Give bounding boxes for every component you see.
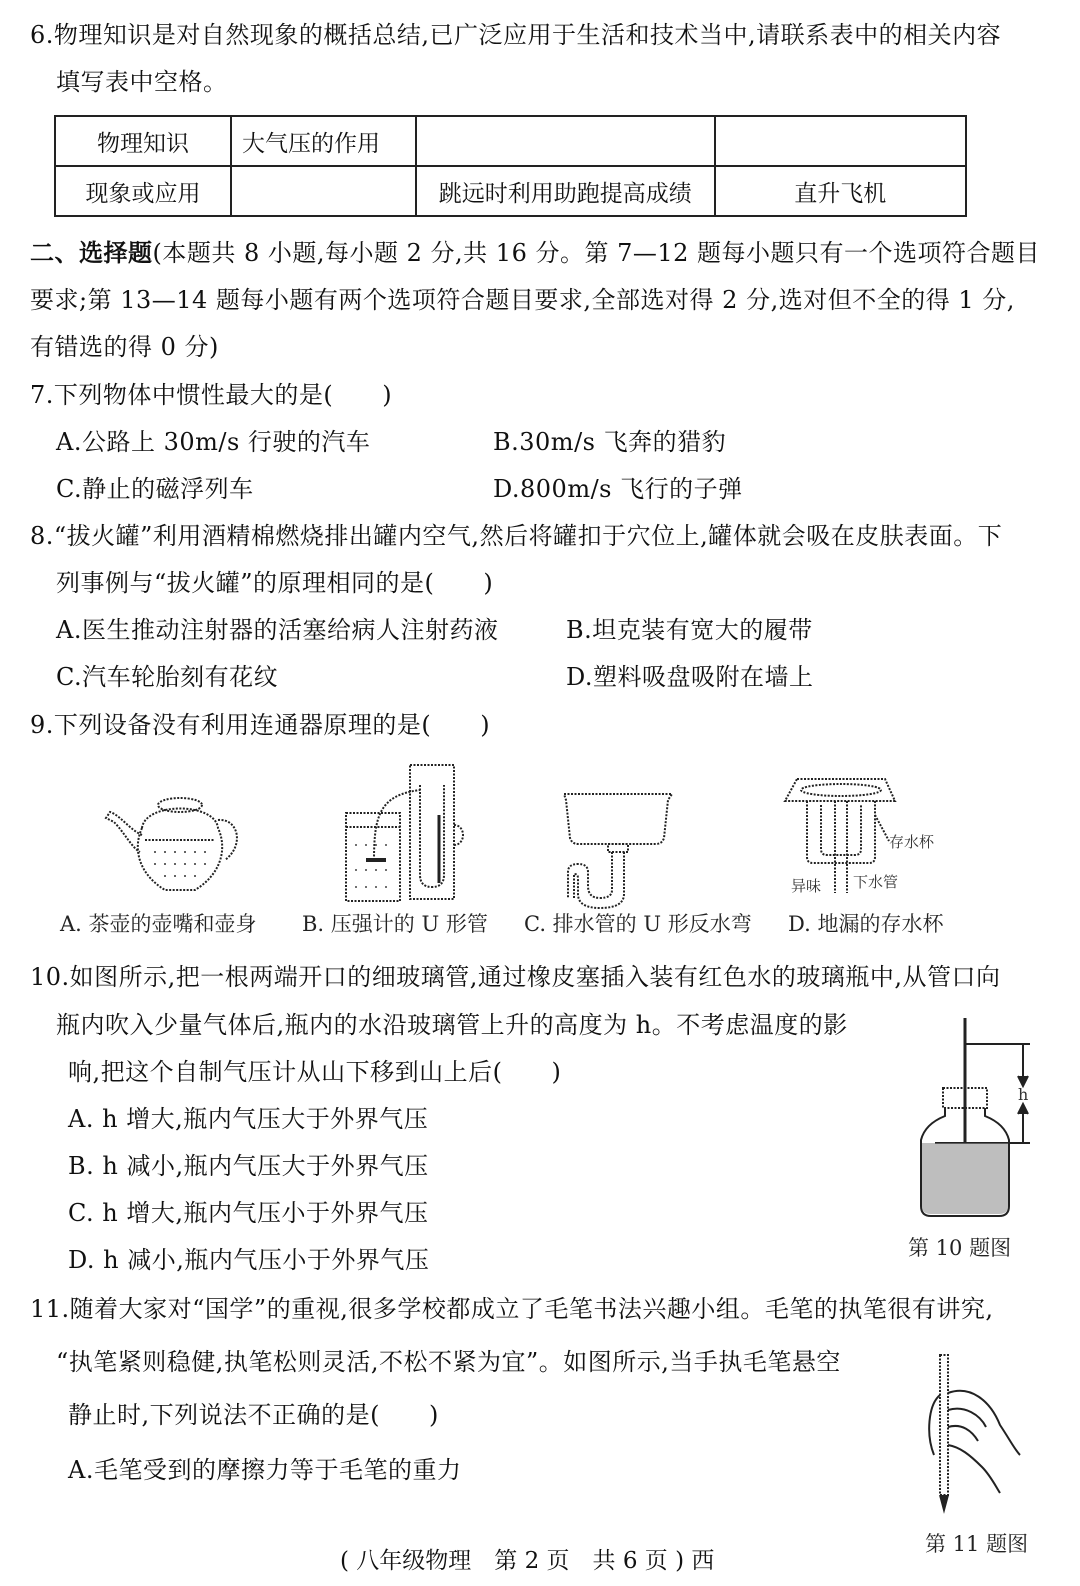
q10-stem-line1: 10.如图所示,把一根两端开口的细玻璃管,通过橡皮塞插入装有红色水的玻璃瓶中,从管口向 (30, 963, 1001, 991)
q11-option-a[interactable]: A.毛笔受到的摩擦力等于毛笔的重力 (68, 1456, 462, 1484)
floor-drain-label-cup: 存水杯 (889, 833, 935, 851)
q10-option-d[interactable]: D. h 减小,瓶内气压小于外界气压 (68, 1246, 430, 1274)
q9-figure-a-caption[interactable]: A. 茶壶的壶嘴和壶身 (60, 912, 257, 936)
q10-option-b[interactable]: B. h 减小,瓶内气压大于外界气压 (68, 1152, 429, 1180)
q8-option-d[interactable]: D.塑料吸盘吸附在墙上 (566, 663, 814, 691)
q7-stem: 7.下列物体中惯性最大的是( ) (30, 381, 393, 409)
section2-heading-line1 (30, 238, 1040, 268)
table-cell: 直升飞机 (715, 166, 967, 216)
height-label-h: h (1018, 1085, 1029, 1104)
table-cell-blank[interactable] (416, 116, 715, 166)
table-cell-blank[interactable] (231, 166, 416, 216)
q6-table (54, 115, 967, 217)
floor-drain-label-pipe: 下水管 (853, 873, 899, 891)
brush-hand-figure (920, 1355, 1030, 1515)
table-cell: 现象或应用 (55, 166, 231, 216)
page-footer: ( 八年级物理 第 2 页 共 6 页 ) 西 (340, 1548, 715, 1574)
q11-stem-line3: 静止时,下列说法不正确的是( ) (68, 1401, 439, 1429)
q6-stem-line2: 填写表中空格。 (56, 68, 228, 96)
table-cell: 物理知识 (55, 116, 231, 166)
q11-figure-caption: 第 11 题图 (925, 1532, 1029, 1556)
q6-stem-line1: 6.物理知识是对自然现象的概括总结,已广泛应用于生活和技术当中,请联系表中的相关内容 (30, 21, 1002, 49)
q11-stem-line1: 11.随着大家对“国学”的重视,很多学校都成立了毛笔书法兴趣小组。毛笔的执笔很有讲究, (30, 1295, 994, 1323)
q10-stem-line2: 瓶内吹入少量气体后,瓶内的水沿玻璃管上升的高度为 h。不考虑温度的影 (56, 1011, 848, 1039)
q7-option-c[interactable]: C.静止的磁浮列车 (56, 475, 254, 503)
q11-stem-line2: “执笔紧则稳健,执笔松则灵活,不松不紧为宜”。如图所示,当手执毛笔悬空 (56, 1348, 841, 1376)
q10-option-a[interactable]: A. h 增大,瓶内气压大于外界气压 (68, 1105, 429, 1133)
floor-drain-label-odor: 异味 (791, 877, 822, 895)
table-cell-blank[interactable] (715, 116, 967, 166)
q8-stem-line2: 列事例与“拔火罐”的原理相同的是( ) (56, 569, 494, 597)
q7-option-a[interactable]: A.公路上 30m/s 行驶的汽车 (56, 428, 371, 456)
q8-option-c[interactable]: C.汽车轮胎刻有花纹 (56, 663, 279, 691)
table-row (55, 116, 966, 166)
section2-line3: 有错选的得 0 分) (30, 333, 219, 361)
table-cell: 跳远时利用助跑提高成绩 (416, 166, 715, 216)
q9-stem: 9.下列设备没有利用连通器原理的是( ) (30, 711, 491, 739)
q7-option-d[interactable]: D.800m/s 飞行的子弹 (493, 475, 743, 503)
section2-instructions: (本题共 8 小题,每小题 2 分,共 16 分。第 7—12 题每小题只有一个选项符合题目 (152, 239, 1041, 267)
teapot-figure (100, 790, 250, 900)
q10-stem-line3: 响,把这个自制气压计从山下移到山上后( ) (68, 1058, 562, 1086)
barometer-bottle-figure (915, 1018, 1035, 1223)
q10-figure-caption: 第 10 题图 (908, 1236, 1012, 1260)
q8-option-a[interactable]: A.医生推动注射器的活塞给病人注射药液 (56, 616, 499, 644)
q8-stem-line1: 8.“拔火罐”利用酒精棉燃烧排出罐内空气,然后将罐扣于穴位上,罐体就会吸在皮肤表面。下 (30, 522, 1003, 550)
q10-option-c[interactable]: C. h 增大,瓶内气压小于外界气压 (68, 1199, 429, 1227)
q9-figure-d-caption[interactable]: D. 地漏的存水杯 (788, 912, 944, 936)
floor-drain-figure (785, 775, 965, 900)
q8-option-b[interactable]: B.坦克装有宽大的履带 (566, 616, 813, 644)
table-row (55, 166, 966, 216)
manometer-figure (340, 765, 480, 905)
sink-trap-figure (560, 790, 680, 900)
q7-option-b[interactable]: B.30m/s 飞奔的猎豹 (493, 428, 727, 456)
section2-title: 二、选择题 (30, 238, 153, 267)
q9-figure-c-caption[interactable]: C. 排水管的 U 形反水弯 (524, 912, 752, 936)
section2-line2: 要求;第 13—14 题每小题有两个选项符合题目要求,全部选对得 2 分,选对但不全的得 1 分, (30, 286, 1015, 314)
table-cell: 大气压的作用 (231, 116, 416, 166)
q9-figure-b-caption[interactable]: B. 压强计的 U 形管 (302, 912, 488, 936)
